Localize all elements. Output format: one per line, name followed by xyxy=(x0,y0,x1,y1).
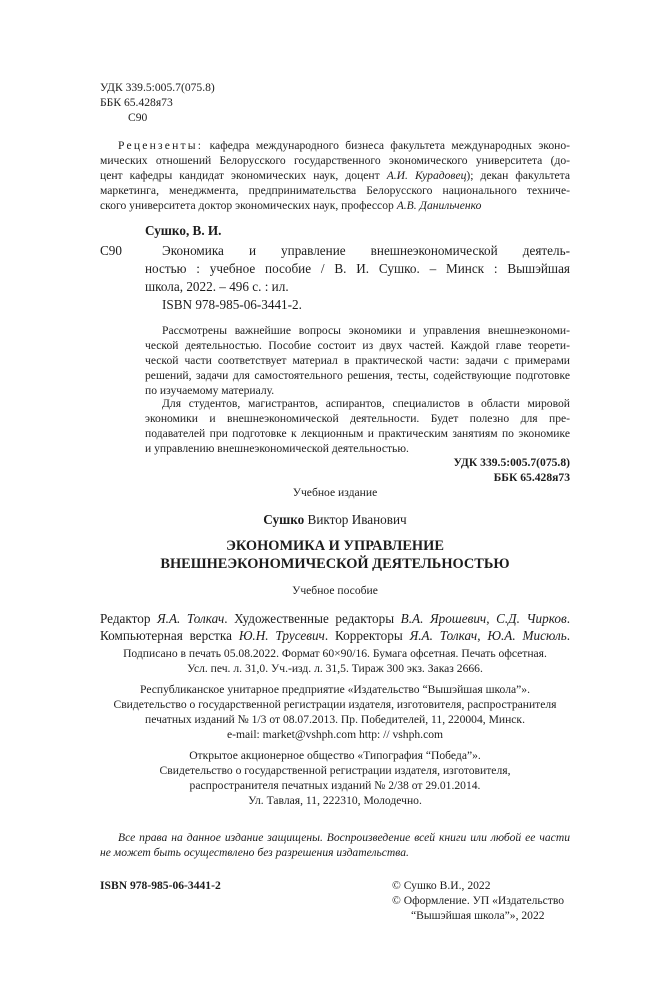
printer-line: Ул. Тавлая, 11, 222310, Молодечно. xyxy=(248,794,422,807)
catalog-line-3: школа, 2022. – 496 с. : ил. xyxy=(145,279,289,294)
publisher-line: Республиканское унитарное предприятие «Издательство “Вышэйшая школа”». xyxy=(140,683,530,696)
imprint-author: Сушко Виктор Иванович xyxy=(263,512,407,527)
book-subtitle: Учебное пособие xyxy=(292,584,378,597)
copyright-design: © Оформление. УП «Издательство xyxy=(392,894,565,907)
printer-line: Открытое акционерное общество «Типография “Победа”». xyxy=(189,749,481,762)
reviewers-line-2: мических отношений Белорусского государственного экономического университета (до- xyxy=(100,154,570,167)
reviewers-line-5: ского университета доктор экономических наук, профессор А.В. Данильченко xyxy=(100,199,482,212)
catalog-mark: С90 xyxy=(100,243,122,258)
annotation-line: Для студентов, магистрантов, аспирантов, специалистов в области мировой xyxy=(162,397,570,410)
copyright-publisher: “Вышэйшая школа”», 2022 xyxy=(411,909,545,922)
publisher-line: Свидетельство о государственной регистрации издателя, изготовителя, распространителя xyxy=(113,698,557,711)
annotation-line: экономики и внешнеэкономической деятельности. Будет полезно для пре- xyxy=(145,412,570,425)
rights-line-1: Все права на данное издание защищены. Воспроизведение всей книги или любой ее части xyxy=(118,831,570,844)
editors-line-1: Редактор Я.А. Толкач. Художественные редакторы В.А. Ярошевич, С.Д. Чирков. xyxy=(100,611,570,626)
footer-isbn: ISBN 978-985-06-3441-2 xyxy=(100,879,221,892)
annotation-line: ческой деятельностью. Пособие состоит из двух частей. Каждой главе теорети- xyxy=(145,339,570,352)
publisher-line: печатных изданий № 1/3 от 08.07.2013. Пр. Победителей, 11, 220004, Минск. xyxy=(145,713,525,726)
book-title-line-2: ВНЕШНЕЭКОНОМИЧЕСКОЙ ДЕЯТЕЛЬНОСТЬЮ xyxy=(160,556,510,572)
reviewer-name-1: А.И. Курадовец xyxy=(386,169,467,182)
print-info-line: Подписано в печать 05.08.2022. Формат 60×90/16. Бумага офсетная. Печать офсетная. xyxy=(123,647,547,660)
annotation-line: Рассмотрены важнейшие вопросы экономики и управления внешнеэкономи- xyxy=(162,324,570,337)
printer-line: распространителя печатных изданий № 2/38 от 29.01.2014. xyxy=(189,779,481,792)
annotation-udk: УДК 339.5:005.7(075.8) xyxy=(453,456,570,469)
editors-line-2: Компьютерная верстка Ю.Н. Трусевич. Корректоры Я.А. Толкач, Ю.А. Мисюль. xyxy=(100,628,570,643)
catalog-author: Сушко, В. И. xyxy=(145,223,222,238)
printer-line: Свидетельство о государственной регистрации издателя, изготовителя, xyxy=(159,764,511,777)
reviewer-name-2: А.В. Данильченко xyxy=(396,199,482,212)
annotation-line: ческой части соответствует материал в практической части: задачи с примерами xyxy=(145,354,570,367)
annotation-bbk: ББК 65.428я73 xyxy=(493,471,570,484)
print-info-line: Усл. печ. л. 31,0. Уч.-изд. л. 31,5. Тираж 300 экз. Заказ 2666. xyxy=(187,662,483,675)
author-mark: С90 xyxy=(128,111,148,124)
catalog-line-1: Экономика и управление внешнеэкономической деятель- xyxy=(162,243,570,258)
udk-code: УДК 339.5:005.7(075.8) xyxy=(100,81,215,94)
reviewers-line-4: маркетинга, менеджмента, предпринимательства Белорусского национального техниче- xyxy=(100,184,570,197)
rights-line-2: не может быть осуществлено без разрешения издательства. xyxy=(100,846,409,859)
catalog-line-2: ностью : учебное пособие / В. И. Сушко. – Минск : Вышэйшая xyxy=(145,261,570,276)
annotation-line: и управлению внешнеэкономической деятельностью. xyxy=(145,442,409,455)
annotation-line: по изучаемому материалу. xyxy=(145,384,275,397)
publisher-contacts: e-mail: market@vshph.com http: // vshph.com xyxy=(226,728,444,741)
book-title-line-1: ЭКОНОМИКА И УПРАВЛЕНИЕ xyxy=(226,538,444,554)
catalog-isbn: ISBN 978-985-06-3441-2. xyxy=(162,297,302,312)
copyright-author: © Сушко В.И., 2022 xyxy=(392,879,491,892)
edition-type: Учебное издание xyxy=(292,486,378,499)
annotation-line: подавателей при подготовке к лекционным и практическим занятиям по экономике xyxy=(145,427,570,440)
reviewers-line-1: Рецензенты: кафедра международного бизнеса факультета международных эконо- xyxy=(118,139,570,152)
annotation-line: решений, задачи для самостоятельного решения, тесты, содействующие подготовке xyxy=(145,369,570,382)
reviewers-line-3: цент кафедры кандидат экономических наук, доцент А.И. Курадовец); декан факультета xyxy=(100,169,571,182)
reviewers-label: Рецензенты: xyxy=(118,139,204,152)
bbk-code: ББК 65.428я73 xyxy=(100,96,173,109)
